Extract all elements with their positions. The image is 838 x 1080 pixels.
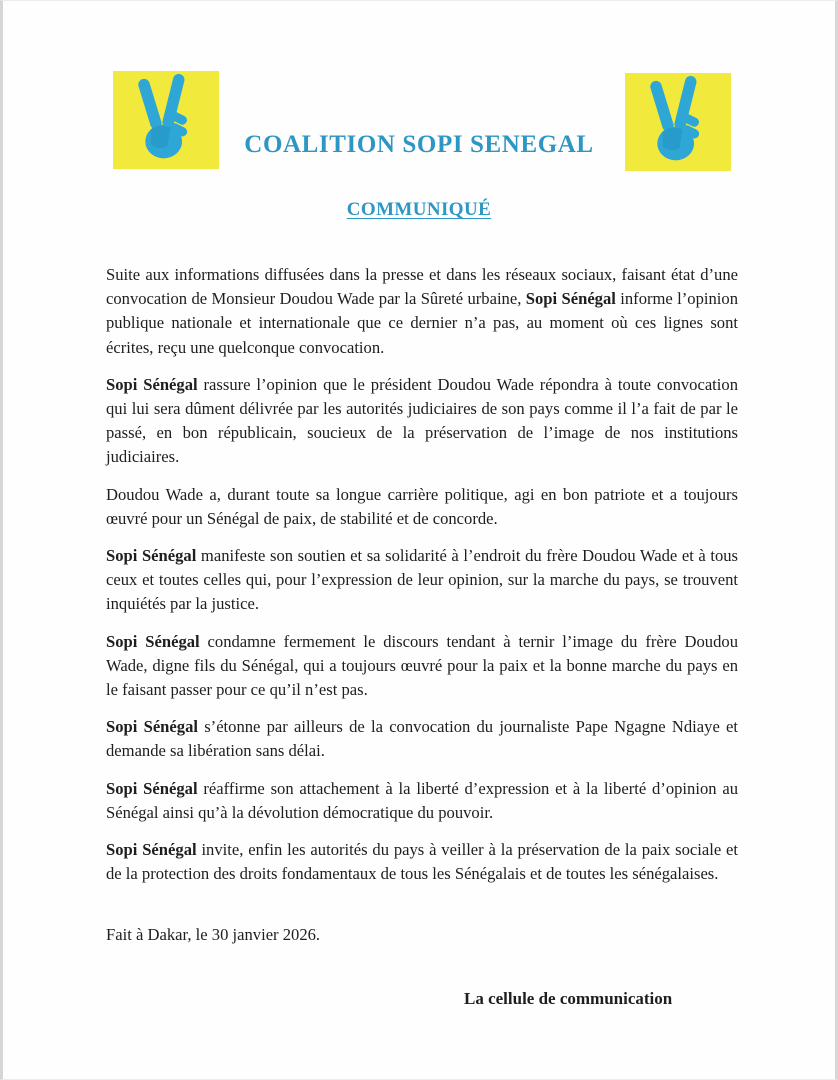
paragraph — [106, 544, 738, 617]
paragraph — [106, 630, 738, 703]
paragraph-text: Suite aux informations diffusées dans la presse et dans les réseaux sociaux, faisant état d’une convocation de Monsieur Doudou Wade par la Sûreté urbaine, — [106, 265, 738, 309]
paragraph-text: condamne fermement le discours tendant à ternir l’image du frère Doudou Wade, digne fils du Sénégal, qui a toujours œuvré pour la paix et la bonne marche du pays en le faisant passer pour ce qu’il n’est pas. — [106, 631, 738, 700]
paragraph — [106, 715, 738, 763]
communique-heading: COMMUNIQUÉ — [346, 199, 492, 220]
paragraph — [106, 838, 738, 886]
paragraph-text: invite, enfin les autorités du pays à veiller à la préservation de la paix sociale et de la protection des droits fondamentaux de tous les Sénégalais et de toutes les sénégalaises. — [106, 840, 739, 884]
paragraph — [106, 263, 738, 360]
bold-lead: Sopi Sénégal — [106, 631, 200, 651]
bold-lead: Sopi Sénégal — [106, 840, 197, 860]
bold-lead: Sopi Sénégal — [106, 717, 198, 737]
paragraph — [106, 373, 738, 470]
paragraph-text: informe l’opinion publique nationale et internationale que ce dernier n’a pas, au moment où ces lignes sont écrites, reçu une quelconque convocation. — [106, 289, 739, 357]
paragraph-text: s’étonne par ailleurs de la convocation du journaliste Pape Ngagne Ndiaye et demande sa libération sans délai. — [106, 717, 739, 761]
paragraph-text: réaffirme son attachement à la liberté d’expression et à la liberté d’opinion au Sénégal ainsi qu’à la dévolution démocratique du pouvoir. — [106, 778, 738, 822]
bold-lead: Sopi Sénégal — [106, 778, 198, 798]
bold-lead: Sopi Sénégal — [106, 374, 198, 394]
signature-line: La cellule de communication — [464, 989, 673, 1009]
paragraph-text: manifeste son soutien et sa solidarité à l’endroit du frère Doudou Wade et à tous ceux et toutes celles qui, pour l’expression de leur opinion, sur la marche du pays, se trouvent inquiétés par la justice. — [106, 546, 739, 614]
document-header — [3, 1, 835, 263]
paragraph-text: rassure l’opinion que le président Doudou Wade répondra à toute convocation qui lui sera dûment délivrée par les autorités judiciaires de son pays comme il l’a fait de par le passé, en bon républicain, soucieux de la préservation de l’image de nos institutions judiciaires. — [106, 374, 738, 467]
bold-lead: Sopi Sénégal — [106, 546, 197, 566]
paragraph — [106, 483, 738, 531]
paragraph-text: Doudou Wade a, durant toute sa longue carrière politique, agi en bon patriote et a toujours œuvré pour un Sénégal de paix, de stabilité et de concorde. — [106, 484, 738, 528]
page-title: COALITION SOPI SENEGAL — [244, 131, 594, 158]
paragraph — [106, 777, 738, 825]
bold-lead: Sopi Sénégal — [525, 289, 616, 309]
paragraphs — [106, 263, 738, 886]
date-line: Fait à Dakar, le 30 janvier 2026. — [106, 925, 321, 945]
